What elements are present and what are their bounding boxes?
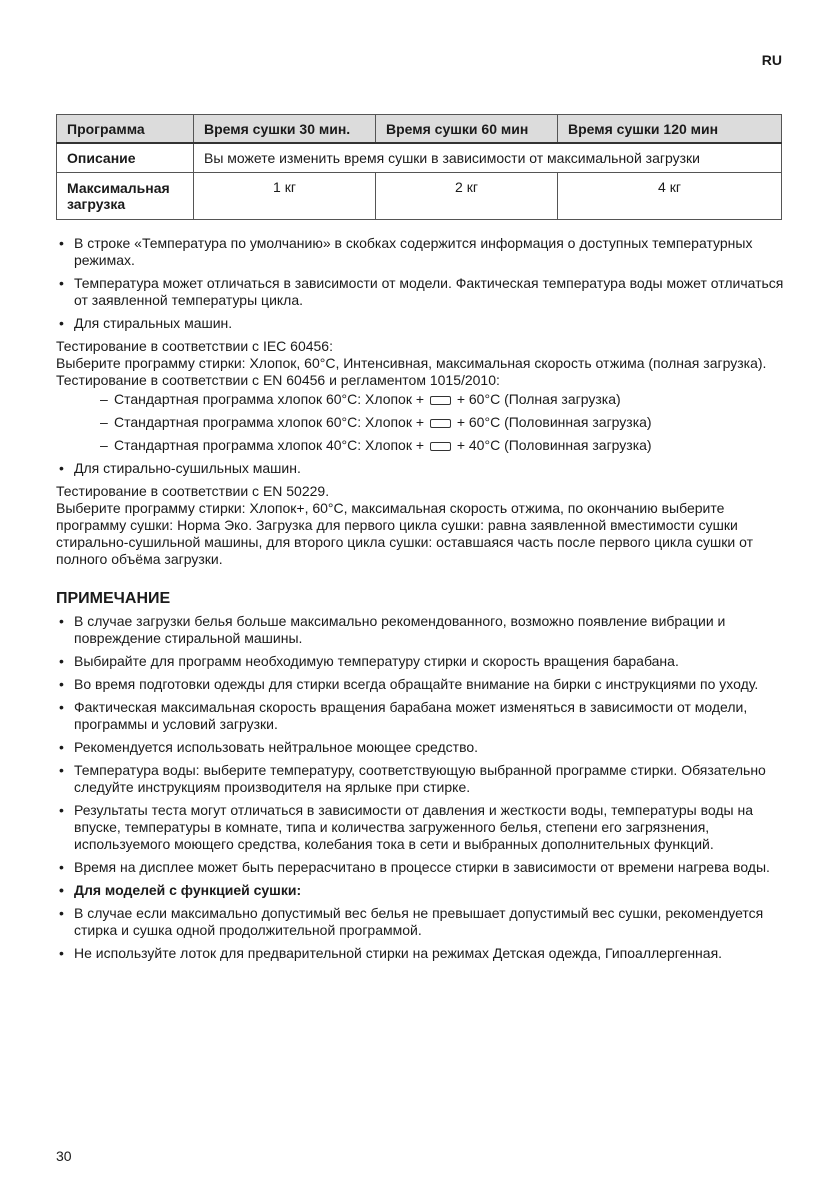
rectangle-option-icon [430,442,451,451]
note-section-title: ПРИМЕЧАНИЕ [56,590,171,607]
test-iec-heading: Тестирование в соответствии с IEC 60456: [56,338,333,354]
program-40-half-a: Стандартная программа хлопок 40°C: Хлопок + [114,437,425,453]
max-load-label: Максимальная загрузка [57,173,194,220]
list-item: • Результаты теста могут отличаться в зависимости от давления и жесткости воды, температуры воды на впуске, температуры в комнате, типа и количества загруженного белья, степени его загрязнения, используемого моющего средства, колебания тока в сети и выбранных дополнительных функций. [56,802,786,853]
rectangle-option-icon [430,419,451,428]
load-60min: 2 кг [376,173,558,220]
note-temperature-varies: • Температура может отличаться в зависимости от модели. Фактическая температура воды может отличаться от заявленной температуры цикла. [56,275,786,309]
note-default-temperature: • В строке «Температура по умолчанию» в скобках содержится информация о доступных температурных режимах. [56,235,786,269]
program-60-full-b: + 60°C (Полная загрузка) [456,391,621,407]
table-header-program: Программа [57,115,194,144]
table-row-description [57,143,782,173]
language-label: RU [761,52,782,68]
list-item [56,414,786,431]
load-120min: 4 кг [558,173,782,220]
table-row-max-load [57,173,782,220]
list-item: • В случае загрузки белья больше максимально рекомендованного, возможно появление вибрации и повреждение стиральной машины. [56,613,786,647]
test-iec-text: Выберите программу стирки: Хлопок, 60°C, Интенсивная, максимальная скорость отжима (полная загрузка). [56,355,767,371]
list-item: • Фактическая максимальная скорость вращения барабана может изменяться в зависимости от модели, программы и условий загрузки. [56,699,786,733]
standard-programs-list [56,391,786,454]
note-washing-machines: • Для стиральных машин. [56,315,786,332]
list-item: • Время на дисплее может быть перерасчитано в процессе стирки в зависимости от времени нагрева воды. [56,859,786,876]
list-item: • Во время подготовки одежды для стирки всегда обращайте внимание на бирки с инструкциями по уходу. [56,676,786,693]
list-item: • В случае если максимально допустимый вес белья не превышает допустимый вес сушки, рекомендуется стирка и сушка одной продолжительной программой. [56,905,786,939]
test-en50229-text: Выберите программу стирки: Хлопок+, 60°C, максимальная скорость отжима, по окончанию выберите программу сушки: Норма Эко. Загрузка для первого цикла сушки: равна заявленной вместимости сушки стирально-сушильной машины, для второго цикла сушки: оставшаяся часть после первого цикла сушки от полного объёма загрузки. [56,500,754,567]
load-30min: 1 кг [194,173,376,220]
test-en-heading: Тестирование в соответствии с EN 60456 и регламентом 1015/2010: [56,372,500,388]
test-en50229-heading: Тестирование в соответствии с EN 50229. [56,483,330,499]
table-header-30min: Время сушки 30 мин. [194,115,376,144]
list-item [56,391,786,408]
list-item: • Выбирайте для программ необходимую температуру стирки и скорость вращения барабана. [56,653,786,670]
drying-time-table [56,114,782,220]
page-number: 30 [56,1148,72,1164]
description-text: Вы можете изменить время сушки в зависимости от максимальной загрузки [194,143,782,173]
description-label: Описание [57,143,194,173]
table-header-60min: Время сушки 60 мин [376,115,558,144]
table-header-120min: Время сушки 120 мин [558,115,782,144]
list-item: • Рекомендуется использовать нейтральное моющее средство. [56,739,786,756]
program-60-full-a: Стандартная программа хлопок 60°C: Хлопок + [114,391,425,407]
program-60-half-b: + 60°C (Половинная загрузка) [456,414,652,430]
body-content [56,235,786,968]
program-40-half-b: + 40°C (Половинная загрузка) [456,437,652,453]
list-item-dryer-models: • Для моделей с функцией сушки: [56,882,786,899]
note-washer-dryers: • Для стирально-сушильных машин. [56,460,786,477]
list-item: • Не используйте лоток для предварительной стирки на режимах Детская одежда, Гипоаллергенная. [56,945,786,962]
list-item [56,437,786,454]
table-header-row [57,115,782,144]
rectangle-option-icon [430,396,451,405]
program-60-half-a: Стандартная программа хлопок 60°C: Хлопок + [114,414,425,430]
list-item: • Температура воды: выберите температуру, соответствующую выбранной программе стирки. Обязательно следуйте инструкциям производителя на ярлыке при стирке. [56,762,786,796]
